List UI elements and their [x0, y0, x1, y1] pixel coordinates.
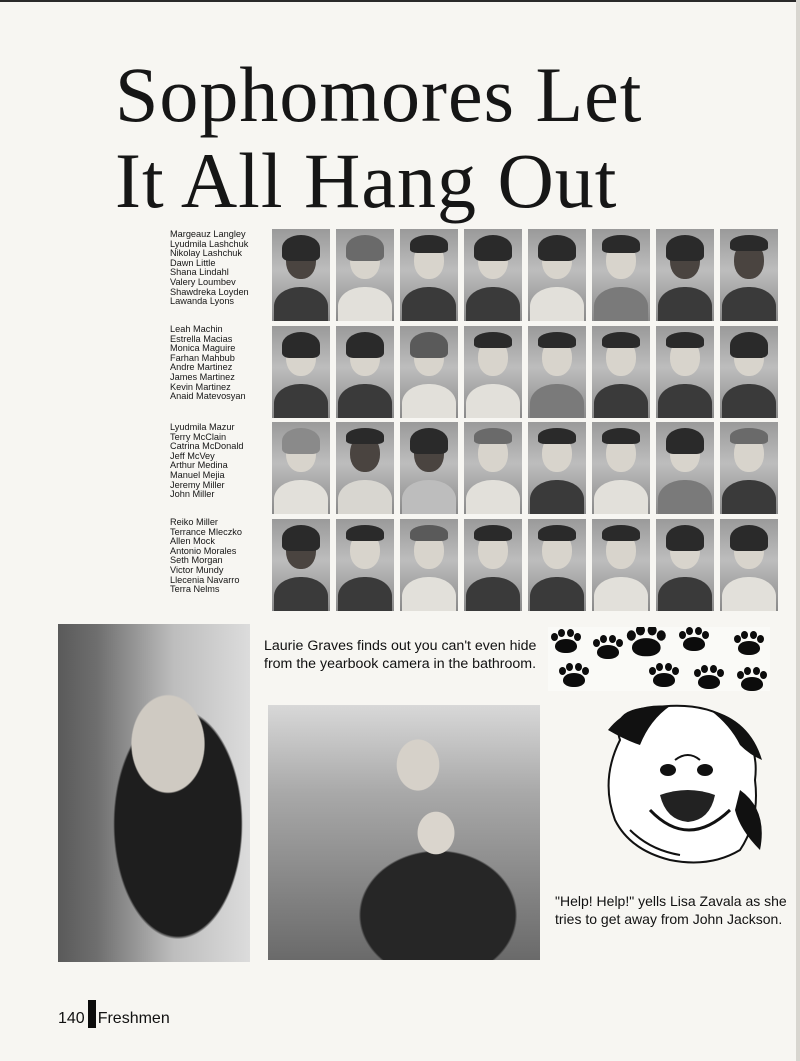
folio-bar: [88, 1000, 96, 1028]
student-portrait: [400, 519, 458, 611]
student-name: Lyudmila Mazur: [170, 422, 235, 432]
student-portrait: [592, 326, 650, 418]
student-portrait: [720, 422, 778, 514]
student-portrait: [464, 326, 522, 418]
student-portrait: [464, 519, 522, 611]
paw-print-icon: [648, 663, 678, 689]
page-edge: [796, 0, 800, 1061]
name-list-row-3: [170, 423, 270, 500]
student-portrait: [464, 422, 522, 514]
student-name: Jeremy Miller: [170, 479, 225, 490]
student-portrait: [336, 229, 394, 321]
student-name: Lawanda Lyons: [170, 296, 235, 307]
student-portrait: [528, 229, 586, 321]
page-headline: [115, 52, 755, 224]
student-portrait: [528, 519, 586, 611]
student-portrait: [720, 229, 778, 321]
student-name: Arthur Medina: [170, 460, 228, 471]
student-name: Valery Loumbev: [170, 276, 236, 287]
student-name: Manuel Mejia: [170, 469, 225, 480]
paw-print-icon: [626, 627, 665, 659]
student-portrait: [272, 422, 330, 514]
student-name: Shawdreka Loyden: [170, 286, 249, 297]
student-name: Margeauz Langley: [170, 229, 246, 239]
student-name: Jeff McVey: [170, 450, 215, 461]
name-list-row-2: [170, 325, 270, 402]
student-name: Leah Machin: [170, 324, 223, 334]
student-portrait: [336, 519, 394, 611]
student-portrait: [656, 326, 714, 418]
student-portrait: [656, 422, 714, 514]
student-portrait: [336, 326, 394, 418]
name-list-row-1: [170, 230, 270, 307]
student-portrait: [592, 229, 650, 321]
student-portrait: [528, 422, 586, 514]
student-portrait: [400, 326, 458, 418]
student-name: Nikolay Lashchuk: [170, 248, 243, 259]
student-name: Catrina McDonald: [170, 441, 244, 452]
student-name: John Miller: [170, 489, 215, 500]
paw-print-strip: [548, 627, 770, 691]
student-name: Allen Mock: [170, 536, 215, 547]
paw-print-icon: [693, 665, 723, 691]
student-name: Kevin Martinez: [170, 381, 231, 392]
paw-print-icon: [592, 635, 622, 661]
student-portrait: [400, 229, 458, 321]
photo-caption-bottom: "Help! Help!" yells Lisa Zavala as she tries to get away from John Jackson.: [555, 893, 787, 927]
student-name: Lyudmila Lashchuk: [170, 238, 249, 249]
student-portrait: [464, 229, 522, 321]
student-name: Dawn Little: [170, 257, 216, 268]
student-portrait: [272, 229, 330, 321]
student-portrait: [720, 326, 778, 418]
student-name: Andre Martinez: [170, 362, 233, 373]
student-name: Antonio Morales: [170, 545, 237, 556]
paw-print-icon: [550, 629, 580, 655]
student-name: Terry McClain: [170, 431, 227, 442]
portrait-grid: [272, 229, 778, 611]
bulldog-mascot-icon: [590, 700, 770, 870]
paw-print-icon: [733, 631, 763, 657]
paw-print-icon: [558, 663, 588, 689]
student-portrait: [400, 422, 458, 514]
student-name: Farhan Mahbub: [170, 352, 235, 363]
student-portrait: [656, 229, 714, 321]
student-name: Monica Maguire: [170, 343, 236, 354]
name-list-row-4: [170, 518, 270, 595]
student-portrait: [272, 326, 330, 418]
section-label: Freshmen: [97, 1010, 170, 1027]
top-rule: [0, 0, 800, 2]
student-name: Shana Lindahl: [170, 267, 229, 278]
candid-photo-hallway: [268, 705, 540, 960]
student-name: Reiko Miller: [170, 517, 218, 527]
headline-line-1: Sophomores Let: [115, 51, 643, 138]
student-portrait: [592, 519, 650, 611]
student-portrait: [592, 422, 650, 514]
student-portrait: [656, 519, 714, 611]
student-name: Terra Nelms: [170, 584, 220, 595]
student-name: Anaid Matevosyan: [170, 391, 246, 402]
student-portrait: [720, 519, 778, 611]
page-folio: [58, 1000, 170, 1028]
student-portrait: [336, 422, 394, 514]
headline-line-2: It All Hang Out: [115, 137, 618, 224]
student-name: Seth Morgan: [170, 555, 223, 566]
student-name: Victor Mundy: [170, 564, 224, 575]
photo-caption-top: Laurie Graves finds out you can't even hide from the yearbook camera in the bathroom.: [264, 638, 537, 672]
student-name: James Martinez: [170, 371, 235, 382]
student-name: Estrella Macias: [170, 333, 233, 344]
paw-print-icon: [678, 627, 708, 653]
student-portrait: [528, 326, 586, 418]
page-number: 140: [58, 1010, 85, 1027]
paw-print-icon: [736, 667, 766, 691]
student-name: Llecenia Navarro: [170, 574, 240, 585]
student-portrait: [272, 519, 330, 611]
student-name: Terrance Mleczko: [170, 526, 242, 537]
candid-photo-bathroom: [58, 624, 250, 962]
